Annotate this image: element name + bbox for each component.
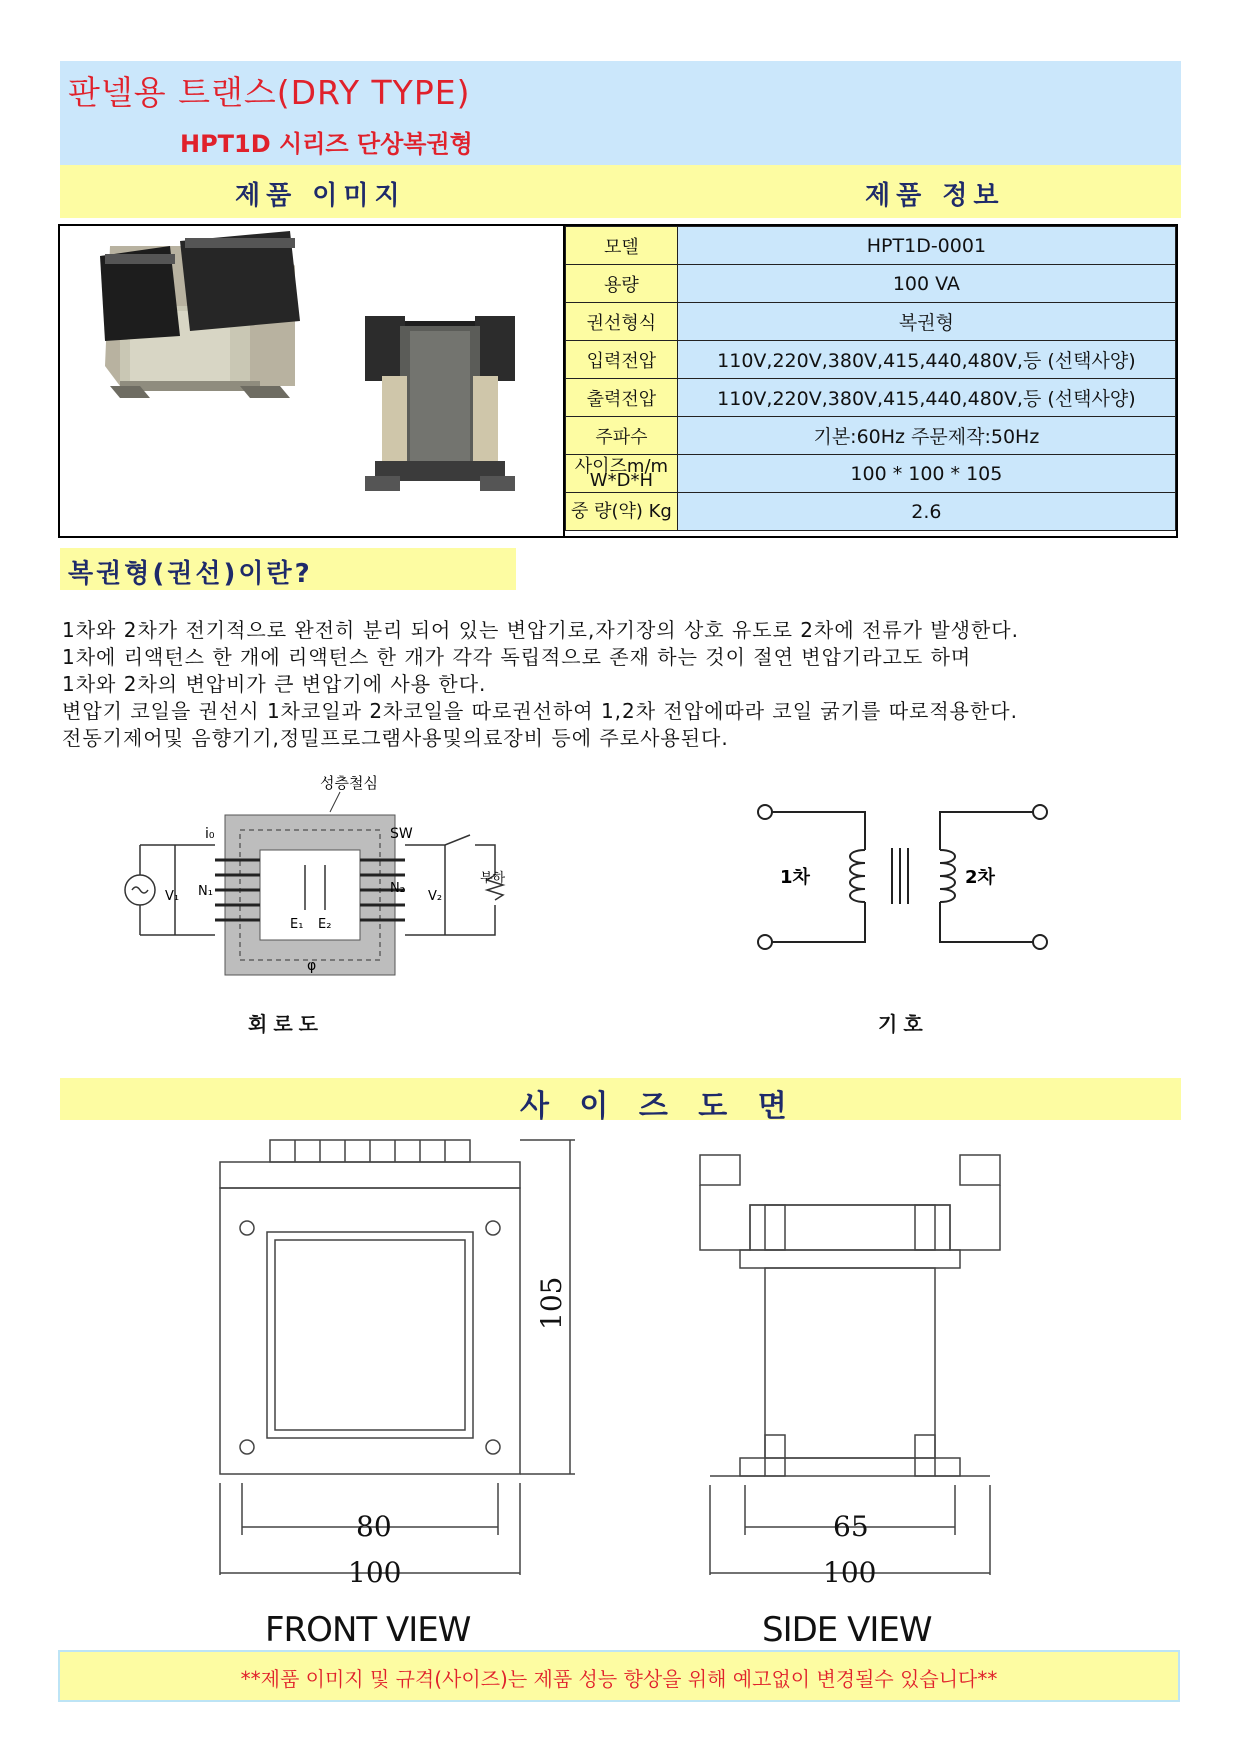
spec-key: 입력전압 (566, 341, 678, 379)
label-e1: E₁ (290, 917, 304, 932)
transformer-photo-1 (100, 231, 300, 398)
front-height-dim: 105 (535, 1276, 568, 1330)
spec-value: 기본:60Hz 주문제작:50Hz (677, 417, 1175, 455)
spec-row (566, 341, 1176, 379)
spec-key: 중 량(약) Kg (566, 493, 678, 531)
product-image-heading: 제품 이미지 (235, 181, 406, 211)
spec-row (566, 455, 1176, 493)
section-header-bar (60, 165, 1181, 218)
page-title: 판넬용 트랜스(DRY TYPE) (68, 73, 471, 112)
spec-key: 출력전압 (566, 379, 678, 417)
core-label: 성층철심 (320, 774, 378, 792)
spec-value: HPT1D-0001 (677, 227, 1175, 265)
side-view-drawing (695, 1135, 1025, 1575)
circuit-diagram (110, 770, 510, 990)
spec-key: 권선형식 (566, 303, 678, 341)
spec-row (566, 379, 1176, 417)
description-line: 변압기 코일을 권선시 1차코일과 2차코일을 따로권선하여 1,2차 전압에따라 코일 굵기를 따로적용한다. (62, 699, 1018, 723)
symbol-caption: 기호 (878, 1012, 929, 1036)
spec-key: 주파수 (566, 417, 678, 455)
definition-heading: 복권형(권선)이란? (68, 559, 313, 589)
spec-value: 복권형 (677, 303, 1175, 341)
label-n2: N₂ (390, 881, 405, 896)
side-outer-dim: 100 (823, 1556, 877, 1589)
spec-row (566, 417, 1176, 455)
description-line: 1차에 리액턴스 한 개에 리액턴스 한 개가 각각 독립적으로 존재 하는 것이 절연 변압기라고도 하며 (62, 645, 972, 669)
symbol-secondary: 2차 (965, 867, 995, 888)
front-inner-dim: 80 (356, 1510, 392, 1543)
label-load: 부하 (480, 871, 506, 886)
label-i0: i₀ (205, 826, 215, 842)
product-info-heading: 제품 정보 (865, 181, 1005, 211)
size-heading-bar (60, 1078, 1181, 1124)
symbol-diagram (740, 790, 1070, 960)
side-view-label: SIDE VIEW (762, 1610, 932, 1650)
description-line: 1차와 2차가 전기적으로 완전히 분리 되어 있는 변압기로,자기장의 상호 유도로 2차에 전류가 발생한다. (62, 618, 1019, 642)
footer-notice (58, 1650, 1180, 1702)
spec-row (566, 227, 1176, 265)
spec-value: 2.6 (677, 493, 1175, 531)
spec-key: 모델 (566, 227, 678, 265)
spec-row (566, 303, 1176, 341)
spec-value: 110V,220V,380V,415,440,480V,등 (선택사양) (677, 379, 1175, 417)
spec-key: 용량 (566, 265, 678, 303)
side-inner-dim: 65 (833, 1510, 869, 1543)
spec-row (566, 493, 1176, 531)
spec-table (565, 226, 1176, 531)
product-box (58, 224, 1178, 538)
page-subtitle: HPT1D 시리즈 단상복권형 (180, 130, 473, 158)
description (62, 617, 1182, 752)
transformer-photo-2 (365, 316, 515, 491)
spec-row (566, 265, 1176, 303)
description-line: 전동기제어및 음향기기,정밀프로그램사용및의료장비 등에 주로사용된다. (62, 726, 729, 750)
footer-text: **제품 이미지 및 규격(사이즈)는 제품 성능 향상을 위해 예고없이 변경될수 있습니다** (240, 1667, 998, 1691)
header (60, 61, 1181, 165)
size-heading: 사 이 즈 도 면 (520, 1089, 797, 1124)
spec-value: 110V,220V,380V,415,440,480V,등 (선택사양) (677, 341, 1175, 379)
spec-key: 사이즈m/m W*D*H (566, 455, 678, 493)
product-images (60, 226, 565, 536)
definition-heading-bar (60, 548, 516, 590)
product-photo (60, 226, 560, 536)
label-n1: N₁ (198, 884, 213, 899)
spec-value: 100 * 100 * 105 (677, 455, 1175, 493)
circuit-caption: 회로도 (248, 1012, 324, 1036)
label-sw: SW (390, 826, 413, 842)
label-e2: E₂ (318, 917, 332, 932)
label-v1: V₁ (165, 889, 180, 904)
spec-value: 100 VA (677, 265, 1175, 303)
front-view-drawing (200, 1135, 600, 1575)
label-v2: V₂ (428, 889, 443, 904)
symbol-primary: 1차 (780, 867, 810, 888)
label-phi: φ (307, 958, 317, 974)
front-outer-dim: 100 (348, 1556, 402, 1589)
description-line: 1차와 2차의 변압비가 큰 변압기에 사용 한다. (62, 672, 487, 696)
front-view-label: FRONT VIEW (265, 1610, 471, 1650)
